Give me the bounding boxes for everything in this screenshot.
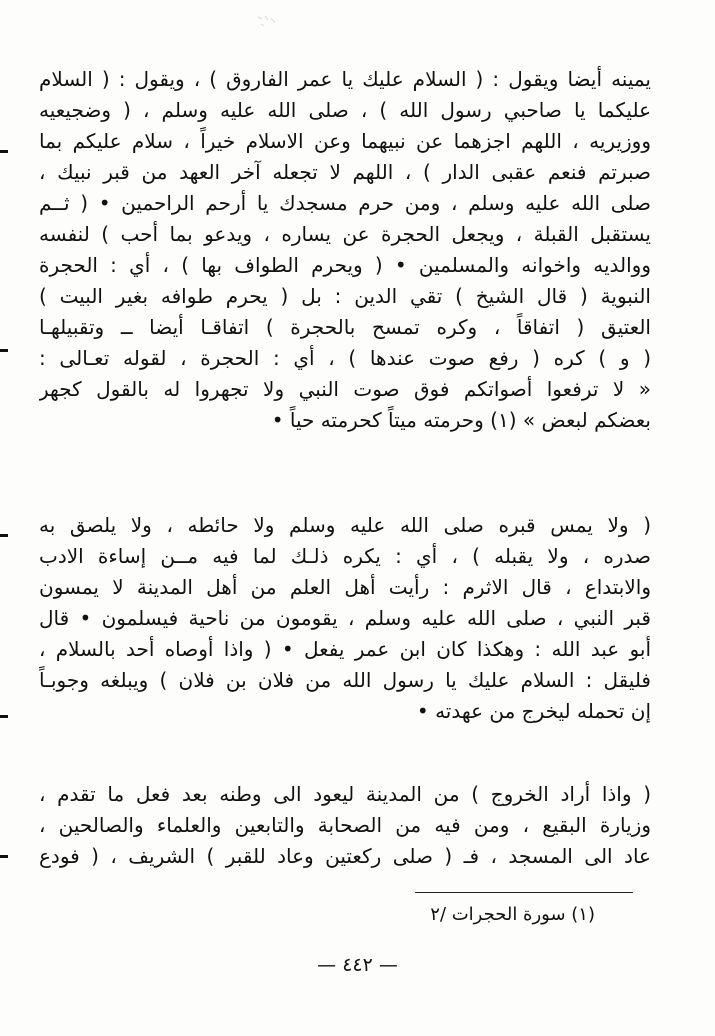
binding-mark [0,715,8,718]
text-line: ( و ) كره ( رفع صوت عندها ) ، أي : الحجرة ، لقوله تعـالى : [39,346,651,370]
text-line: صدره ، ولا يقبله ) ، أي : يكره ذلـك لما فيه مــن إساءة الادب [39,544,651,568]
paragraph-2 [39,510,651,727]
binding-mark [0,534,8,537]
text-line: النبوية ( قال الشيخ ) تقي الدين : بل ( يحرم طوافه بغير البيت ) [39,284,651,308]
text-line: عليكما يا صاحبي رسول الله ) ، صلى الله عليه وسلم ، ( وضجيعيه [39,98,651,122]
scan-speck [256,14,278,28]
text-line: العتيق ( اتفاقاً ، وكره تمسح بالحجرة ) اتفاقـا أيضا ــ وتقبيلهـا [39,315,651,339]
page-number: — ٤٤٢ — [317,954,398,976]
binding-mark [0,349,8,352]
text-line: ووزيريه ، اللهم اجزهما عن نبيهما وعن الاسلام خيراً ، سلام عليكم بما [39,129,651,153]
text-line: إن تحمله ليخرج من عهدته • [416,699,651,723]
paragraph-1 [39,64,651,436]
text-line: ووالديه واخوانه والمسلمين • ( ويحرم الطواف بها ) ، أي : الحجرة [39,253,651,277]
text-line: يستقبل القبلة ، ويجعل الحجرة عن يساره ، ويدعو بما أحب ) لنفسه [39,222,651,246]
text-line: والابتداع ، قال الاثرم : رأيت أهل العلم من أهل المدينة لا يمسون [39,575,651,599]
text-line: صبرتم فنعم عقبى الدار ) ، اللهم لا تجعله آخر العهد من قبر نبيك ، [39,160,651,184]
text-line: عاد الى المسجد ، فـ ( صلى ركعتين وعاد للقبر ) الشريف ، ( فودع [39,844,651,868]
paragraph-3 [39,779,651,872]
text-line: فليقل : السلام عليك يا رسول الله من فلان بن فلان ) ويبلغه وجوبـاً [39,668,651,692]
footnote-separator [415,892,633,893]
text-line: « لا ترفعوا أصواتكم فوق صوت النبي ولا تجهروا له بالقول كجهر [39,377,651,401]
text-line: صلى الله عليه وسلم ، ومن حرم مسجدك يا أرحم الراحمين • ( ثــم [39,191,651,215]
text-line: ( واذا أراد الخروج ) من المدينة ليعود الى وطنه بعد فعل ما تقدم ، [39,782,651,806]
text-line: ( ولا يمس قبره صلى الله عليه وسلم ولا حائطه ، ولا يلصق به [39,513,651,537]
text-line: يمينه أيضا ويقول : ( السلام عليك يا عمر الفاروق ) ، ويقول : ( السلام [39,67,651,91]
text-line: وزيارة البقيع ، ومن فيه من الصحابة والتابعين والعلماء والصالحين ، [39,813,651,837]
text-line: أبو عبد الله : وهكذا كان ابن عمر يفعل • ( واذا أوصاه أحد بالسلام ، [39,637,651,661]
text-line: بعضكم لبعض » (١) وحرمته ميتاً كحرمته حياً • [271,408,651,432]
text-line: قبر النبي ، صلى الله عليه وسلم ، يقومون من ناحية فيسلمون • قال [39,606,651,630]
binding-mark [0,150,8,153]
footnote: (١) سورة الحجرات /٢ [430,904,595,925]
binding-mark [0,855,8,858]
